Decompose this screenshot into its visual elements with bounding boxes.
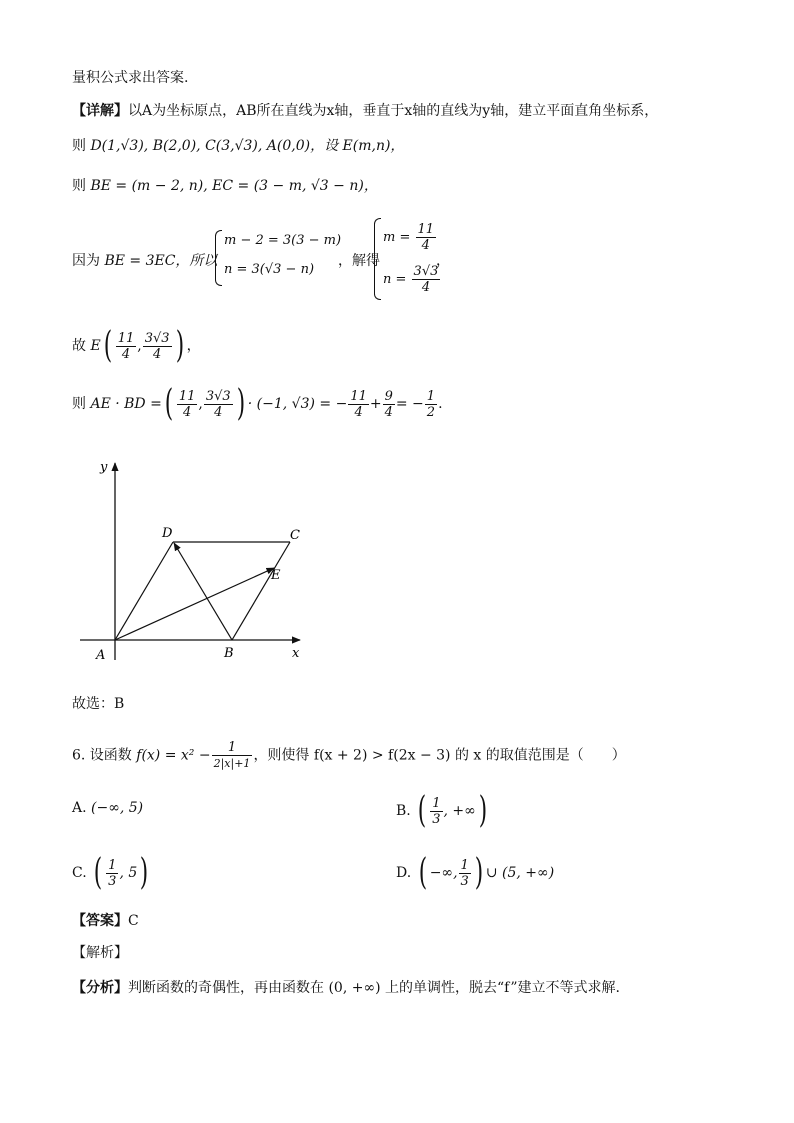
vector-AE [115,568,274,640]
coordinate-figure [70,455,320,670]
detail-text: 以A为坐标原点，AB所在直线为x轴，垂直于x轴的直线为y轴，建立平面直角坐标系， [128,103,659,119]
frac-num: 11 [117,330,135,346]
choice-D-label: D. [396,865,412,881]
close-comma: ， [186,338,201,354]
frac-num: 9 [384,388,393,404]
choice-D-value-pre: −∞, [429,865,458,881]
q6-suffix: ，则使得 f(x + 2) > f(2x − 3) 的 x 的取值范围是（ ） [253,747,626,764]
frac-3r3-4-c [204,389,233,420]
frac-den: 4 [421,280,431,295]
fenxi-line [72,977,620,997]
choice-A-value: (−∞, 5) [91,800,144,816]
system-brace-2 [374,218,381,300]
frac-1-2 [425,389,437,420]
system-brace-1 [215,230,222,286]
detail-tag: 【详解】 [72,103,128,119]
choice-D-value-post: ∪ (5, +∞) [485,865,555,881]
frac-den: 4 [421,238,430,253]
frac-num: 1 [432,795,441,811]
answer-tag: 【答案】 [72,913,128,929]
choice-B-value: , +∞ [443,803,476,819]
fenxi-text: 判断函数的奇偶性，再由函数在 (0, +∞) 上的单调性，脱去“f”建立不等式求解. [128,980,621,996]
choice-A-label: A. [72,800,87,816]
frac-num: 1 [212,740,253,756]
frac-11-4-d [348,389,369,420]
frac-den: 2|x|+1 [213,757,251,770]
paren-close: ) [140,852,149,893]
frac-11-4-c [177,389,198,420]
choice-C[interactable] [72,852,151,893]
solution-m-lhs: m = [383,230,411,245]
frac-den: 4 [214,404,223,420]
frac-num: 11 [178,388,196,404]
answer-select: 故选：B [72,696,125,712]
dot-tail: · (−1, √3) = − [247,396,348,412]
segment-CB [232,542,290,640]
paren-close: ) [478,790,488,831]
solution-n-lhs: n = [383,272,407,287]
dot-product: AE · BD = [90,396,162,412]
frac-den: 4 [354,404,363,420]
choice-D[interactable] [396,852,555,893]
frac-num: 3√3 [144,330,170,346]
label-E: E [271,568,281,583]
choice-B-label: B. [396,803,411,819]
paren-open: ( [93,852,103,893]
system-eq-2: n = 3(√3 − n) [224,262,315,277]
paren-close: ) [474,852,484,893]
choice-C-label: C. [72,865,87,881]
frac-num: 3√3 [205,388,231,404]
system-eq-1: m − 2 = 3(3 − m) [224,233,342,248]
analysis-tag: 【解析】 [72,945,128,961]
label-C: C [290,528,300,543]
frac-9-4 [383,389,395,420]
label-y: y [100,460,108,475]
choice-B[interactable] [396,790,490,831]
frac-11-4-b [116,331,137,362]
vector-expressions: BE = (m − 2, n), EC = (3 − m, √3 − n)， [90,178,378,194]
answer-value: C [128,913,139,929]
label-x: x [292,646,300,661]
q6-func: f(x) = x² − [136,747,211,764]
text-line-4 [72,175,378,195]
solve-text: ，解得 [338,253,380,269]
comma-2: , [198,396,203,412]
answer-line [72,910,139,930]
frac-1-3-d [459,858,471,889]
label-D: D [162,526,173,541]
text-line-1: 量积公式求出答案. [72,70,189,86]
paren-close: ) [175,325,184,366]
period: . [438,396,443,412]
text-line-7 [72,383,443,424]
prefix-gu: 故 [72,338,86,354]
solve-comma: ， [436,253,450,269]
solution-n [383,264,441,295]
paren-close-2: ) [236,383,245,424]
choice-A[interactable] [72,800,143,816]
frac-11-4 [416,222,437,253]
paren-open: ( [418,790,427,831]
frac-den: 3 [432,811,441,827]
frac-num: 1 [460,857,469,873]
frac-num: 1 [108,857,117,873]
paren-open: ( [418,852,427,893]
q6-frac [212,740,253,771]
frac-num: 11 [417,222,435,237]
frac-den: 3 [460,873,469,889]
choice-C-value: , 5 [119,865,138,881]
frac-den: 4 [121,346,131,362]
paren-open-2: ( [164,383,174,424]
frac-num: 11 [350,388,367,404]
label-B: B [224,646,234,661]
eq-minus: = − [395,396,424,412]
segment-AD [115,542,173,640]
prefix-ze-2: 则 [72,178,86,194]
frac-den: 4 [384,404,393,420]
plus-sign: + [369,396,382,412]
frac-den: 2 [426,404,436,420]
frac-num: 3√3 [413,264,439,279]
frac-1-3 [430,796,442,827]
frac-3r3-4-b [143,331,172,362]
paren-open: ( [103,325,112,366]
points-list: D(1,√3), B(2,0), C(3,√3), A(0,0)，设 E(m,n)， [90,138,405,154]
frac-den: 4 [183,404,192,420]
q6-stem [72,740,626,771]
prefix-ze-3: 则 [72,396,86,412]
frac-den: 4 [153,346,162,362]
comma: , [137,338,142,354]
text-line-6 [72,325,201,366]
frac-den: 3 [108,873,117,889]
text-line-5 [72,250,217,270]
solution-m [383,222,437,253]
text-line-2 [72,100,658,120]
label-A: A [96,648,106,663]
q6-prefix: 6. 设函数 [72,747,132,764]
frac-num: 1 [426,388,436,404]
prefix-yinwei: 因为 [72,253,100,269]
frac-1-3-c [106,858,118,889]
vector-condition: BE = 3EC，所以 [104,253,218,269]
fenxi-tag: 【分析】 [72,980,128,996]
point-E: E [90,338,101,354]
text-line-3 [72,135,404,155]
prefix-ze: 则 [72,138,86,154]
